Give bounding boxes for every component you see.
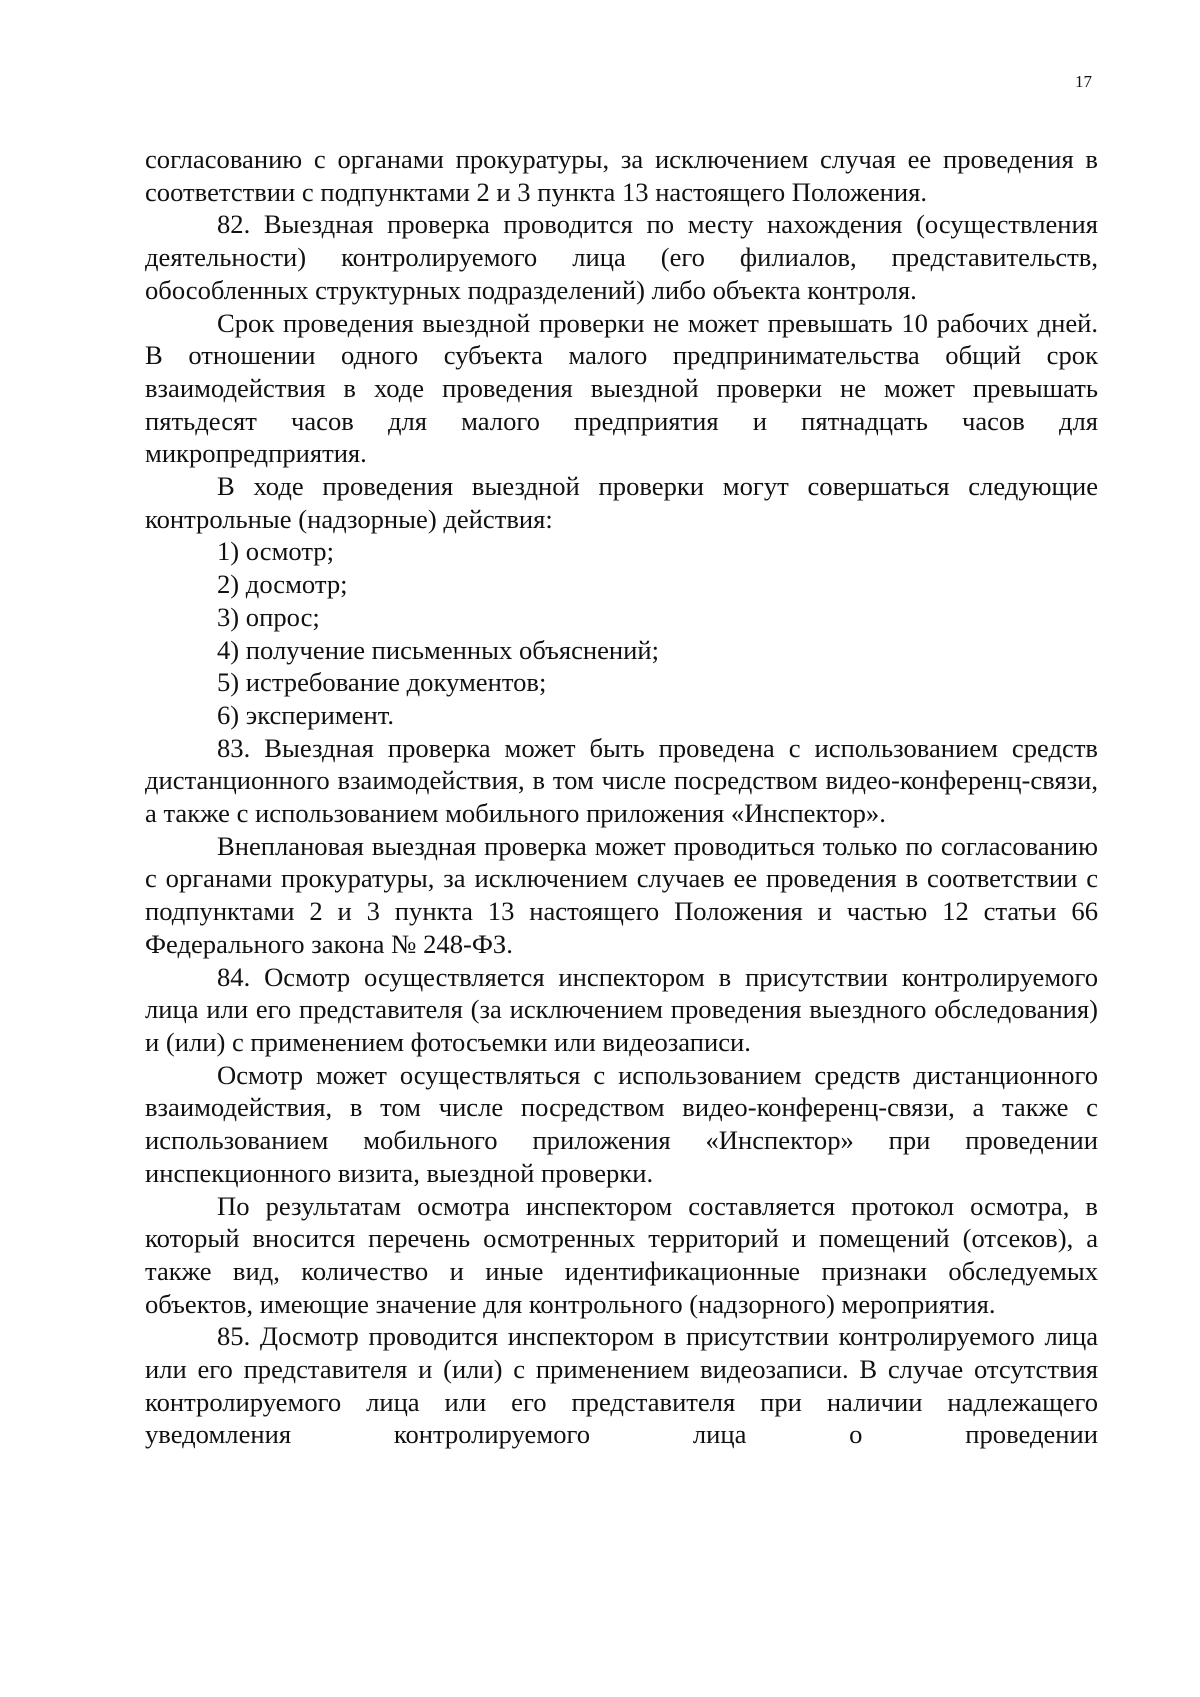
paragraph-inspection-duration: Срок проведения выездной проверки не может превышать 10 рабочих дней. В отношении одного субъекта малого предпринимательства общий срок взаимодействия в ходе проведения выездной проверки не может превышать пятьдесят часов для малого предприятия и пятнадцать часов для микропредприятия. [145,307,1098,469]
document-body [145,143,1098,1451]
list-item: 1) осмотр; [217,536,334,567]
paragraph-control-actions-intro: В ходе проведения выездной проверки могут совершаться следующие контрольные (надзорные) действия: [145,471,1098,534]
page-number: 17 [1075,72,1092,91]
paragraph-85: 85. Досмотр проводится инспектором в присутствии контролируемого лица или его представителя и (или) с применением видеозаписи. В случае отсутствия контролируемого лица или его представителя при наличии надлежащего уведомления контролируемого лица о проведении [145,1321,1098,1450]
paragraph-82: 82. Выездная проверка проводится по месту нахождения (осуществления деятельности) контролируемого лица (его филиалов, представительств, обособленных структурных подразделений) либо объекта контроля. [145,209,1098,305]
list-item: 3) опрос; [217,601,320,632]
list-item: 2) досмотр; [217,569,348,600]
paragraph-84: 84. Осмотр осуществляется инспектором в присутствии контролируемого лица или его представителя (за исключением проведения выездного обследования) и (или) с применением фотосъемки или видеозаписи. [145,961,1098,1057]
paragraph-continuation: согласованию с органами прокуратуры, за исключением случая ее проведения в соответствии с подпунктами 2 и 3 пункта 13 настоящего Положения. [145,144,1098,207]
paragraph-83: 83. Выездная проверка может быть проведена с использованием средств дистанционного взаимодействия, в том числе посредством видео-конференц-связи, а также с использованием мобильного приложения «Инспектор». [145,732,1098,829]
paragraph-remote-inspection: Осмотр может осуществляться с использованием средств дистанционного взаимодействия, в том числе посредством видео-конференц-связи, а также с использованием мобильного приложения «Инспектор» при проведении инспекционного визита, выездной проверки. [145,1059,1098,1188]
list-item: 4) получение письменных объяснений; [217,634,660,665]
list-item: 5) истребование документов; [217,667,547,698]
list-item: 6) эксперимент. [217,699,394,730]
paragraph-inspection-protocol: По результатам осмотра инспектором составляется протокол осмотра, в который вносится перечень осмотренных территорий и помещений (отсеков), а также вид, количество и иные идентификационные признаки обследуемых объектов, имеющие значение для контрольного (надзорного) мероприятия. [145,1190,1098,1319]
paragraph-unscheduled-inspection: Внеплановая выездная проверка может проводиться только по согласованию с органами прокуратуры, за исключением случаев ее проведения в соответствии с подпунктами 2 и 3 пункта 13 настоящего Положения и частью 12 статьи 66 Федерального закона № 248-ФЗ. [145,830,1098,959]
